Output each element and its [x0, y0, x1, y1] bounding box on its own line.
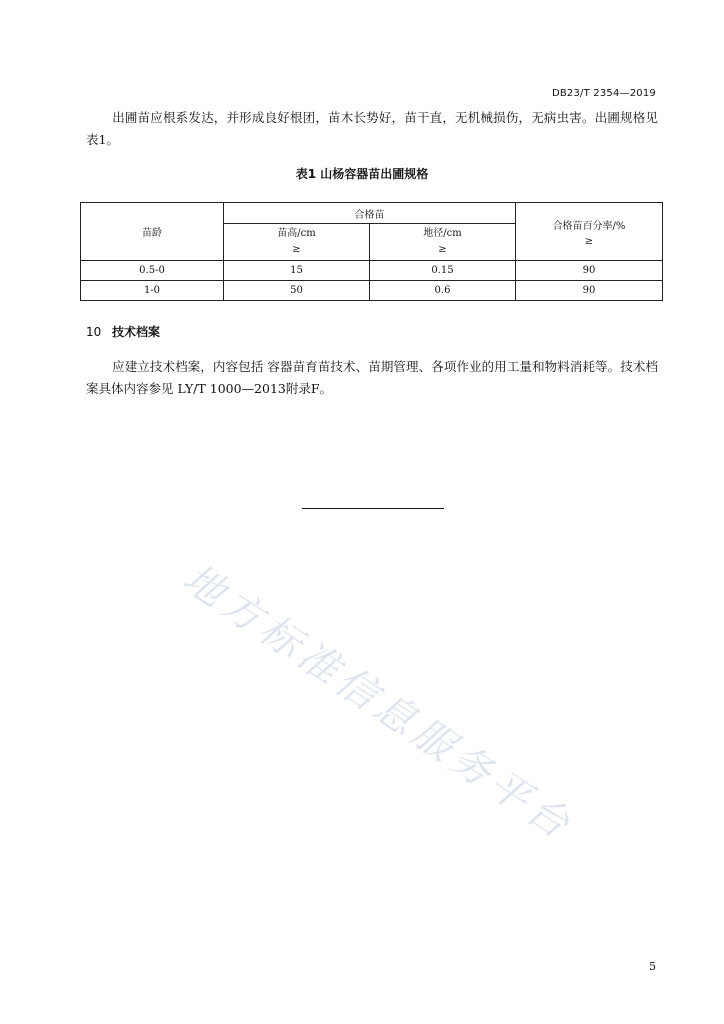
- header-rate: [516, 203, 663, 261]
- cell-age: 0.5-0: [81, 261, 224, 281]
- paragraph-text: 出圃苗应根系发达，并形成良好根团，苗木长势好，苗干直，无机械损伤，无病虫害。出圃规格见表1。: [86, 110, 658, 147]
- table-caption: 表1 山杨容器苗出圃规格: [295, 167, 429, 181]
- section-number: 10: [86, 325, 102, 339]
- header-diameter-label: 地径/cm: [423, 228, 462, 239]
- table-row: [81, 281, 663, 301]
- cell-height: 15: [224, 261, 370, 281]
- section-heading: [86, 323, 160, 340]
- cell-diameter: 0.15: [370, 261, 516, 281]
- header-height-symbol: ≥: [292, 244, 301, 255]
- header-height: [224, 224, 370, 261]
- header-diameter: [370, 224, 516, 261]
- header-diameter-symbol: ≥: [438, 244, 447, 255]
- end-of-document-rule: [302, 508, 444, 509]
- header-height-label: 苗高/cm: [277, 228, 316, 239]
- paragraph-shipping-requirements: [86, 107, 658, 151]
- cell-diameter: 0.6: [370, 281, 516, 301]
- cell-rate: 90: [516, 261, 663, 281]
- cell-height: 50: [224, 281, 370, 301]
- section-title: 技术档案: [112, 325, 161, 339]
- seedling-spec-table: [80, 202, 663, 301]
- header-rate-label: 合格苗百分率/%: [552, 220, 626, 232]
- header-qualified-group: 合格苗: [224, 203, 516, 224]
- standard-code: DB23/T 2354—2019: [551, 88, 656, 99]
- table-row: [81, 261, 663, 281]
- paragraph-text: 应建立技术档案，内容包括 容器苗育苗技术、苗期管理、各项作业的用工量和物料消耗等。技术档案具体内容参见 LY/T 1000—2013附录F。: [86, 359, 658, 396]
- watermark: 地方标准信息服务平台: [174, 555, 582, 851]
- page-number: 5: [649, 960, 656, 973]
- header-age: 苗龄: [81, 203, 224, 261]
- header-rate-symbol: ≥: [584, 235, 594, 247]
- cell-age: 1-0: [81, 281, 224, 301]
- paragraph-technical-archive: [86, 356, 658, 400]
- cell-rate: 90: [516, 281, 663, 301]
